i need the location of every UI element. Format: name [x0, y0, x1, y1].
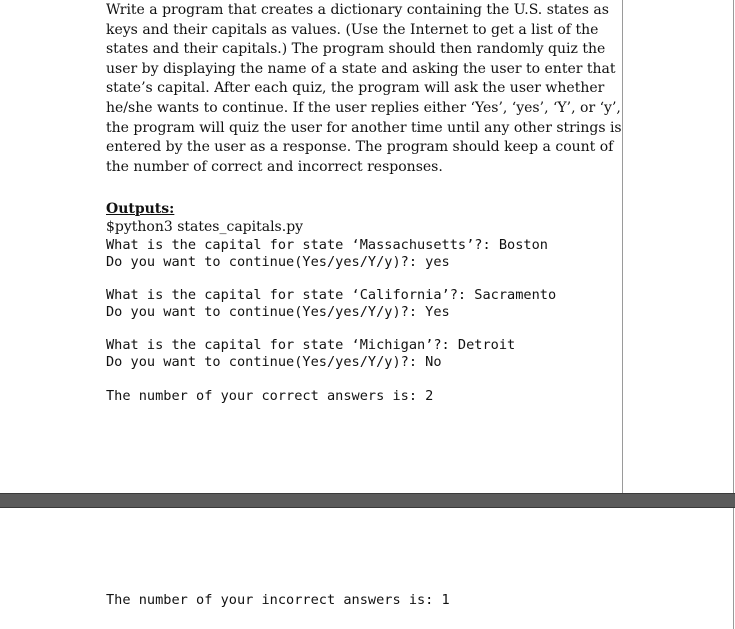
output-continue-1: Do you want to continue(Yes/yes/Y/y)?: yes	[106, 254, 450, 270]
output-correct-count: The number of your correct answers is: 2	[106, 388, 434, 404]
page-edge-line	[733, 0, 734, 493]
description-line: he/she wants to continue. If the user replies either ‘Yes’, ‘yes’, ‘Y’, or ‘y’,	[106, 99, 621, 116]
output-question-3: What is the capital for state ‘Michigan’?: Detroit	[106, 337, 516, 353]
description-line: user by displaying the name of a state and asking the user to enter that	[106, 60, 616, 77]
page-break-separator	[0, 493, 735, 508]
run-command: $python3 states_capitals.py	[106, 219, 304, 235]
output-continue-2: Do you want to continue(Yes/yes/Y/y)?: Yes	[106, 304, 450, 320]
page-edge-line	[733, 508, 734, 629]
description-line: Write a program that creates a dictionary containing the U.S. states as	[106, 2, 609, 18]
problem-description	[106, 1, 626, 177]
document-page-bottom	[0, 508, 735, 629]
output-question-2: What is the capital for state ‘California’?: Sacramento	[106, 287, 557, 303]
description-line: keys and their capitals as values. (Use the Internet to get a list of the	[106, 21, 599, 38]
description-line: state’s capital. After each quiz, the program will ask the user whether	[106, 80, 605, 97]
description-line: entered by the user as a response. The program should keep a count of	[106, 139, 614, 156]
output-continue-3: Do you want to continue(Yes/yes/Y/y)?: No	[106, 354, 442, 370]
page-margin-line	[622, 0, 623, 493]
description-line: states and their capitals.) The program should then randomly quiz the	[106, 41, 606, 58]
description-line: the number of correct and incorrect responses.	[106, 158, 443, 175]
outputs-heading: Outputs:	[106, 201, 175, 217]
description-line: the program will quiz the user for another time until any other strings is	[106, 119, 622, 136]
output-incorrect-count: The number of your incorrect answers is: 1	[106, 592, 450, 608]
output-question-1: What is the capital for state ‘Massachusetts’?: Boston	[106, 237, 548, 253]
